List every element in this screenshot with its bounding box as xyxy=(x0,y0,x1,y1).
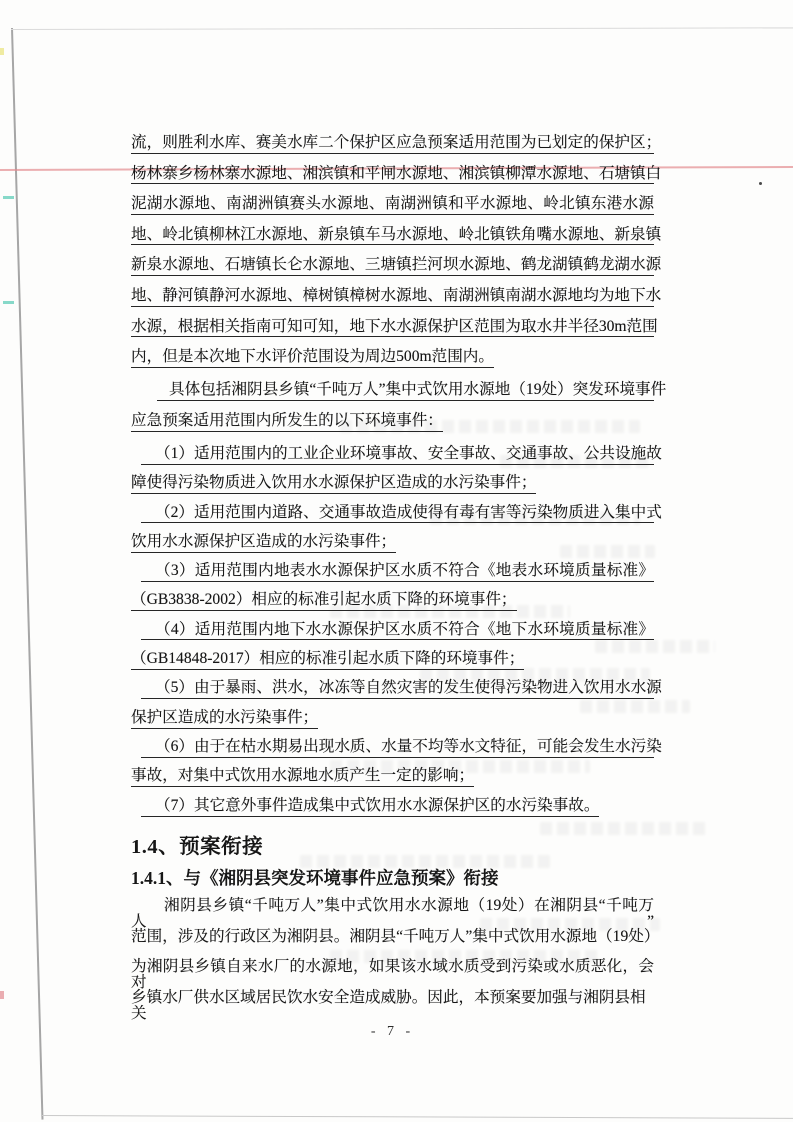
text-line: 范围，涉及的行政区为湘阴县。湘阴县“千吨万人”集中式饮用水源地（19处） xyxy=(131,927,660,945)
intro-paragraph xyxy=(131,381,667,443)
list-item-line: 障使得污染物质进入饮用水水源保护区造成的水污染事件； xyxy=(131,475,654,504)
left-paper-edge-line xyxy=(11,28,43,1120)
text-line: 新泉水源地、石塘镇长仑水源地、三塘镇拦河坝水源地、鹤龙湖镇鹤龙湖水源 xyxy=(131,257,654,288)
list-item-line: （6）由于在枯水期易出现水质、水量不均等水文特征，可能会发生水污染 xyxy=(131,739,654,768)
text-line: 流，则胜利水库、赛美水库二个保护区应急预案适用范围为已划定的保护区； xyxy=(131,135,654,166)
text-line: 地、静河镇静河水源地、樟树镇樟树水源地、南湖洲镇南湖水源地均为地下水 xyxy=(131,288,654,319)
list-item-line: 饮用水水源保护区造成的水污染事件； xyxy=(131,534,654,563)
list-item-line: （2）适用范围内道路、交通事故造成使得有毒有害等污染物质进入集中式 xyxy=(131,505,654,534)
stray-ink-dot xyxy=(759,182,762,185)
list-item-line: （1）适用范围内的工业企业环境事故、安全事故、交通事故、公共设施故 xyxy=(131,446,654,475)
scope-paragraph xyxy=(131,134,662,380)
list-item-line: （7）其它意外事件造成集中式饮用水水源保护区的水污染事故。 xyxy=(131,798,654,827)
pink-tick-mark xyxy=(0,991,4,999)
yellow-tick-mark xyxy=(0,48,4,55)
text-line: 应急预案适用范围内所发生的以下环境事件： xyxy=(131,413,654,444)
text-line: 湘阴县乡镇“千吨万人”集中式饮用水水源地（19处）在湘阴县“千吨万人” xyxy=(131,897,654,930)
text-line: 杨林寨乡杨林寨水源地、湘滨镇和平闸水源地、湘滨镇柳潭水源地、石塘镇白 xyxy=(131,166,654,197)
list-item-line: （3）适用范围内地表水水源保护区水质不符合《地表水环境质量标准》 xyxy=(131,563,654,592)
text-line: 乡镇水厂供水区域居民饮水安全造成威胁。因此，本预案要加强与湘阴县相关 xyxy=(131,989,646,1022)
list-item-line: 事故，对集中式饮用水源地水质产生一定的影响； xyxy=(131,768,654,797)
incident-item-list xyxy=(131,445,662,827)
text-line: 地、岭北镇柳林江水源地、新泉镇车马水源地、岭北镇铁角嘴水源地、新泉镇 xyxy=(131,227,654,258)
bottom-paper-edge-line xyxy=(42,1115,793,1119)
top-paper-edge-line xyxy=(11,27,793,30)
text-line: 具体包括湘阴县乡镇“千吨万人”集中式饮用水源地（19处）突发环境事件 xyxy=(131,382,654,413)
list-item-line: （5）由于暴雨、洪水，冰冻等自然灾害的发生使得污染物进入饮用水水源 xyxy=(131,680,654,709)
list-item-line: 保护区造成的水污染事件； xyxy=(131,710,654,739)
subsection-heading: 1.4.1、与《湘阴县突发环境事件应急预案》衔接 xyxy=(131,868,499,888)
list-item-line: （GB14848-2017）相应的标准引起水质下降的环境事件； xyxy=(131,651,654,680)
list-item-line: （GB3838-2002）相应的标准引起水质下降的环境事件； xyxy=(131,592,654,621)
list-item-line: （4）适用范围内地下水水源保护区水质不符合《地下水环境质量标准》 xyxy=(131,622,654,651)
text-line: 泥湖水源地、南湖洲镇赛头水源地、南湖洲镇和平水源地、岭北镇东港水源 xyxy=(131,196,654,227)
text-line: 水源，根据相关指南可知可知，地下水水源保护区范围为取水井半径30m范围 xyxy=(131,319,654,350)
teal-tick-mark xyxy=(3,196,14,199)
linkage-paragraph xyxy=(131,897,660,1022)
text-line: 为湘阴县乡镇自来水厂的水源地，如果该水域水质受到污染或水质恶化，会对 xyxy=(131,958,654,991)
teal-tick-mark xyxy=(3,301,14,304)
text-line: 内，但是本次地下水评价范围设为周边500m范围内。 xyxy=(131,349,654,380)
page-number: - 7 - xyxy=(370,1024,415,1039)
section-heading: 1.4、预案衔接 xyxy=(131,836,264,858)
